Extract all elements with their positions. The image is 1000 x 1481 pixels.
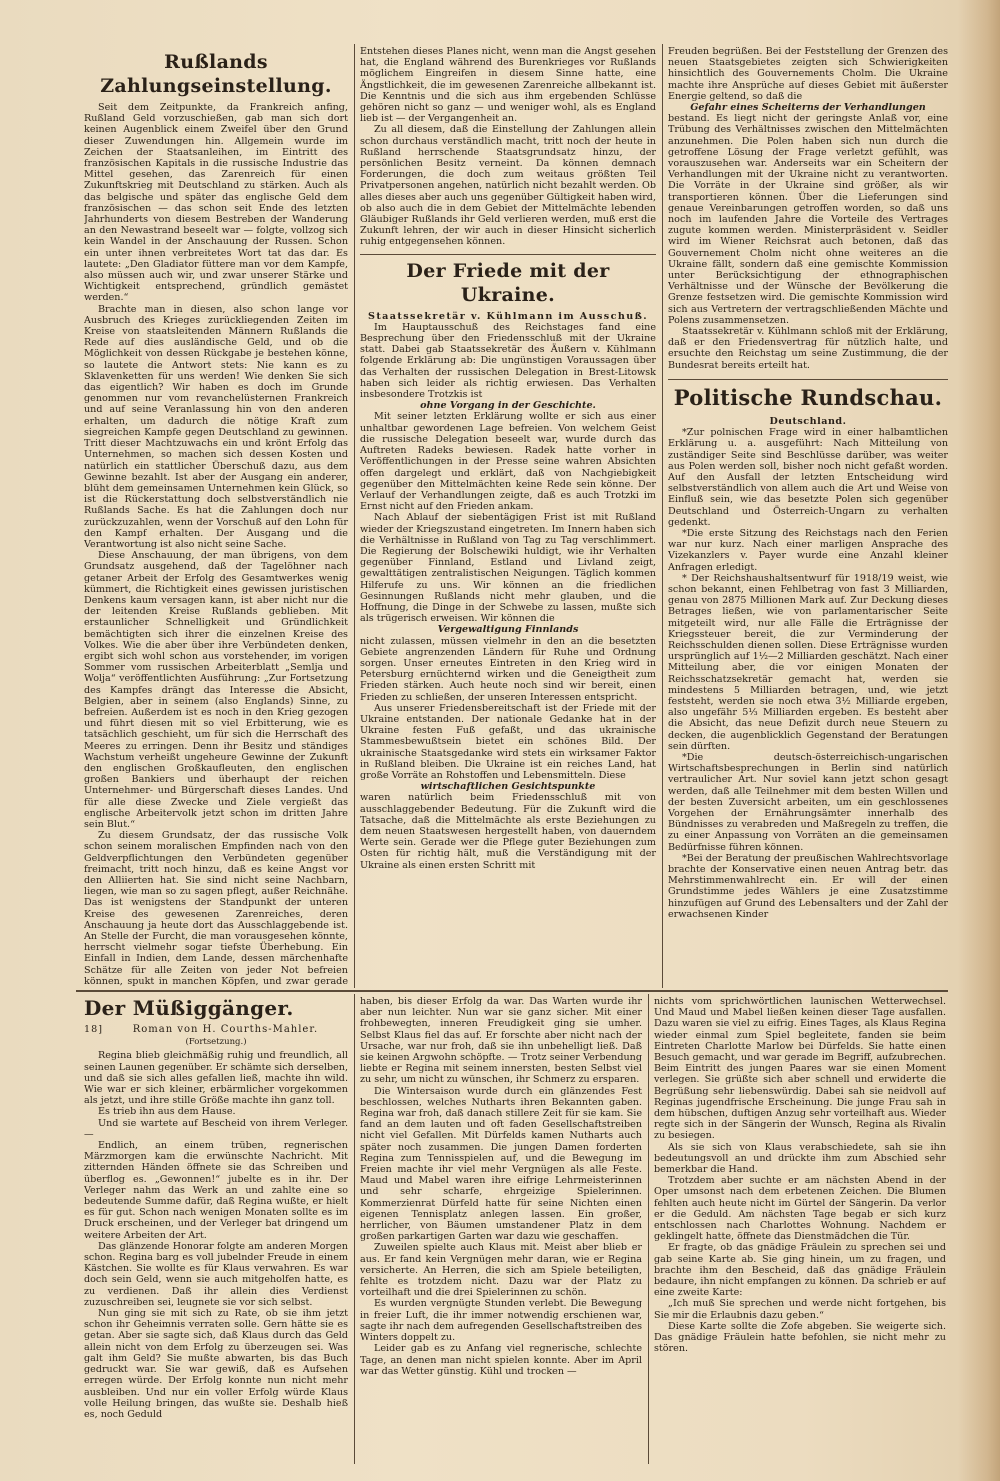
article-paragraph: Freuden begrüßen. Bei der Feststellung der Grenzen des neuen Staatsgebietes zeigten sich Schwierigkeiten hinsichtlich des Gouvernements Cholm. Die Ukraine machte ihre Ansprüche auf dieses Gebiet mit äußerster Energie geltend, so daß die xyxy=(668,46,948,102)
serial-paragraph: „Ich muß Sie sprechen und werde nicht fortgehen, bis Sie mir die Erlaubnis dazu geben.“ xyxy=(654,1298,946,1321)
serial-byline xyxy=(84,1024,348,1035)
serial-rule-2 xyxy=(648,994,649,1464)
section-region: Deutschland. xyxy=(769,415,847,427)
article-separator xyxy=(360,254,656,255)
article-paragraph: Im Hauptausschuß des Reichstages fand eine Besprechung über den Friedensschluß mit der Ukraine statt. Dabei gab Staatssekretär des Äußern v. Kühlmann folgende Erklärung ab: Die ungünstigen Voraussagen über das Verhalten der russischen Delegation in Brest-Litowsk haben sich leider als richtig erwiesen. Das Verhalten insbesondere Trotzkis ist xyxy=(360,321,656,401)
serial-paragraph: Er fragte, ob das gnädige Fräulein zu sprechen sei und gab seine Karte ab. Sie ging hinein, um zu fragen, und brachte ihm den Bescheid, daß das gnädige Fräulein bedaure, ihn nicht empfangen zu können. Da schrieb er auf eine zweite Karte: xyxy=(654,1242,946,1299)
section-heading: wirtschaftlichen Gesichtspunkte xyxy=(420,781,596,793)
serial-paragraph: Die Wintersaison wurde durch ein glänzendes Fest beschlossen, welches Nutharts ihren Bekannten gaben. Regina war froh, daß danach stillere Zeit für sie kam. Sie fand an dem lauten und oft faden Gesellschaftstreiben nicht viel Gefallen. Mit Dürfelds kamen Nutharts auch später noch zusammen. Die jungen Damen forderten Regina zum Tennisspielen auf, und die Bewegung im Freien machte ihr viel mehr Vergnügen als alle Feste. Maud und Mabel waren ihre eifrige Lehrmeisterinnen und sehr scharfe, ehrgeizige Spielerinnen. Kommerzienrat Dürfeld hatte für seine Nichten einen eigenen Tennisplatz anlegen lassen. Ein großer, herrlicher, von Bäumen umstandener Platz in dem großen parkartigen Garten war dazu wie geschaffen. xyxy=(360,1085,642,1243)
serial-column-1 xyxy=(84,996,348,1466)
article-paragraph: Aus unserer Friedensbereitschaft ist der Friede mit der Ukraine entstanden. Der nationale Gedanke hat in der Ukraine festen Fuß gefaßt, und das ukrainische Stammesbewußtsein bietet ein schönes Bild. Der ukrainische Staatsgedanke wird stets ein wirksamer Faktor in Rußland bleiben. Die Ukraine ist ein reiches Land, hat große Vorräte an Rohstoffen und Lebensmitteln. Diese xyxy=(360,702,656,781)
section-heading: Gefahr eines Scheiterns der Verhandlungen xyxy=(690,102,926,114)
column-rule-2 xyxy=(662,44,663,988)
news-item: *Zur polnischen Frage wird in einer halbamtlichen Erklärung u. a. ausgeführt: Nach Mitteilung von zuständiger Seite sind Beschlüsse darüber, was weiter aus Polen werden soll, bisher noch nicht gefaßt worden. Auf den Ausfall der letzten Entscheidung wird selbstverständlich von allem auch die Art und Weise von Einfluß sein, wie das besetzte Polen sich gegenüber Deutschland und Österreich-Ungarn zu verhalten gedenkt. xyxy=(668,427,948,528)
article-title: Politische Rundschau. xyxy=(673,384,943,410)
section-heading: ohne Vorgang in der Geschichte. xyxy=(420,400,596,412)
article-paragraph: Entstehen dieses Planes nicht, wenn man die Angst gesehen hat, die England während des Burenkrieges vor Rußlands möglichem Eingreifen in diesem Sinne hatte, eine Ängstlichkeit, die im gewesenen Zarenreiche allbekannt ist. Die Kenntnis und die sich aus ihm ergebenden Schlüsse gehören nicht so ganz — und weniger wohl, als es England lieb ist — der Vergangenheit an. xyxy=(360,46,656,125)
serial-paragraph: Und sie wartete auf Bescheid von ihrem Verleger. — xyxy=(84,1117,348,1140)
article-title: Der Friede mit der Ukraine. xyxy=(406,259,610,306)
serial-column-2 xyxy=(360,996,642,1466)
serial-author: Roman von H. Courths-Mahler. xyxy=(132,1024,319,1035)
section-heading: Vergewaltigung Finnlands xyxy=(437,624,579,636)
serial-title: Der Müßiggänger. xyxy=(84,996,294,1020)
serial-fortsetzung: (Fortsetzung.) xyxy=(185,1037,247,1048)
article-paragraph: Zu all diesem, daß die Einstellung der Zahlungen allein schon durchaus verständlich macht, tritt noch der heute in Rußland herrschende Staatsgrundsatz hinzu, der persönlichen Besitz verneint. Da können demnach Forderungen, die doch zum weitaus größten Teil Privatpersonen angehen, natürlich nicht bezahlt werden. Ob alles dieses aber auch uns gegenüber Gültigkeit haben wird, ob also auch die in dem Gebiet der Mittelmächte lebenden Gläubiger Rußlands ihr Geld verlieren werden, muß erst die Zukunft lehren, der wir auch in dieser Hinsicht sicherlich ruhig entgegensehen können. xyxy=(360,124,656,248)
article-paragraph: Staatssekretär v. Kühlmann schloß mit der Erklärung, daß er den Friedensvertrag für nützlich halte, und ersuchte den Reichstag um seine Zustimmung, die der Bundesrat bereits erteilt hat. xyxy=(668,326,948,371)
column-two xyxy=(360,46,656,988)
article-paragraph: Nach Ablauf der siebentägigen Frist ist mit Rußland wieder der Kriegszustand eingetreten. Im Innern haben sich die Verhältnisse in Rußland von Tag zu Tag verschlimmert. Die Regierung der Bolschewiki huldigt, wie ihr Verhalten gegenüber Finnland, Estland und Livland zeigt, gewalttätigen zentralistischen Neigungen. Täglich kommen Hilferufe zu uns. Wir können an die friedlichen Gesinnungen Rußlands nicht mehr glauben, und die Hoffnung, die Dinge in der Schwebe zu lassen, mußte sich als trügerisch erweisen. Wir können die xyxy=(360,512,656,625)
serial-paragraph: Das glänzende Honorar folgte am anderen Morgen schon. Regina barg es voll jubelnder Freude in einem Kästchen. Sie wollte es für Klaus verwahren. Es war doch sein Geld, wenn sie auch mitgeholfen hatte, es zu verdienen. Daß ihr allein dies Verdienst zuzuschreiben sei, leugnete sie vor sich selbst. xyxy=(84,1240,348,1308)
news-item: *Die erste Sitzung des Reichstags nach den Ferien war nur kurz. Nach einer marligen Ansprache des Vizekanzlers v. Payer wurde eine Anzahl kleiner Anfragen erledigt. xyxy=(668,527,948,573)
article-russland xyxy=(84,50,348,988)
article-paragraph: Mit seiner letzten Erklärung wollte er sich aus einer unhaltbar gewordenen Lage befreien. Von welchem Geist die russische Delegation beseelt war, wurde durch das Auftreten Radeks bewiesen. Radek hatte vorher in Veröffentlichungen in der Presse seine wahren Absichten offen dargelegt und erklärt, daß von Nachgiebigkeit gegenüber den Mittelmächten keine Rede sein könne. Der Verlauf der Verhandlungen zeigte, daß es auch Trotzki im Ernst nicht auf den Frieden ankam. xyxy=(360,411,656,513)
serial-paragraph: Es wurden vergnügte Stunden verlebt. Die Bewegung in freier Luft, die ihr immer notwendig erschienen war, sagte ihr nach dem aufregenden Gesellschaftstreiben des Winters doppelt zu. xyxy=(360,1298,642,1344)
serial-rule-1 xyxy=(354,994,355,1464)
serial-paragraph: Diese Karte sollte die Zofe abgeben. Sie weigerte sich. Das gnädige Fräulein hatte befohlen, sie nicht mehr zu stören. xyxy=(654,1320,946,1355)
article-title: Rußlands Zahlungseinstellung. xyxy=(100,51,332,97)
serial-number: 18] xyxy=(84,1024,103,1035)
article-paragraph: bestand. Es liegt nicht der geringste Anlaß vor, eine Trübung des Verhältnisses zwischen den Mittelmächten anzunehmen. Die Polen haben sich nun durch die getroffene Lösung der Frage verletzt gefühlt, was vorauszusehen war. Anderseits war ein Scheitern der Verhandlungen mit der Ukraine nicht zu verantworten. Die Vorräte in der Ukraine sind größer, als wir transportieren können. Über die Lieferungen sind genaue Vereinbarungen getroffen worden, so daß uns noch im laufenden Jahre die Vorteile des Vertrages zugute kommen werden. Ministerpräsident v. Seidler wird im Wiener Reichsrat auch betonen, daß das Gouvernement Cholm nicht ohne weiteres an die Ukraine fällt, sondern daß eine gemischte Kommission unter Berücksichtigung der ethnographischen Verhältnisse und der Wünsche der Bevölkerung die Grenze festsetzen wird. Die gemischte Kommission wird sich aus Vertretern der vertragschließenden Mächte und Polens zusammensetzen. xyxy=(668,113,948,326)
article-paragraph: Seit dem Zeitpunkte, da Frankreich anfing, Rußland Geld vorzuschießen, gab man sich dort keinen Augenblick einem Zweifel über den Grund dieser Zuwendungen hin. Allgemein wurde im Zeichen der Staatsanleihen, im Eintritt des französischen Kapitals in die russische Industrie das Mittel gesehen, das Zarenreich für einen Zukunftskrieg mit Deutschland zu stärken. Auch als das belgische und später das englische Geld dem französischen — das schon seit Ende des letzten Jahrhunderts von diesem Bestreben der Wanderung an den Newastrand beseelt war — folgte, vollzog sich kein Wandel in der Anschauung der Russen. Schon ein unter ihnen verbreitetes Wort tat das dar. Es lautete: „Den Gladiator füttere man vor dem Kampfe, also müssen auch wir, und zwar unserer Stärke und Wichtigkeit entsprechend, gründlich gemästet werden.“ xyxy=(84,102,348,304)
serial-paragraph: Es trieb ihn aus dem Hause. xyxy=(98,1106,236,1118)
article-subtitle: Staatssekretär v. Kühlmann im Ausschuß. xyxy=(367,310,649,322)
column-rule-1 xyxy=(354,44,355,988)
article-paragraph: Brachte man in diesen, also schon lange vor Ausbruch des Krieges zurückliegenden Zeiten im Kreise von staatsleitenden Männern Rußlands die Rede auf dies ausländische Geld, und ob die Möglichkeit von dessen Rückgabe je bestehen könne, so lautete die Antwort stets: Nie kann es zu Sklavenketten für uns werden! Wie denken Sie sich das eigentlich? Wir haben es doch im Grunde genommen nur vom revanchelüsternen Frankreich und auf seine Veranlassung hin von den anderen erhalten, um dadurch die nötige Kraft zum siegreichen Kampfe gegen Deutschland zu gewinnen. Tritt dieser Machtzuwachs ein und krönt Erfolg das Unternehmen, so machen sich dessen Kosten und natürlich ein stattlicher Überschuß dazu, aus dem Gewinne bezahlt. Ist aber der Ausgang ein anderer, blüht dem gemeinsamen Unternehmen kein Glück, so ist die Rückerstattung doch selbstverständlich nie Rußlands Sache. Es hat die Zahlungen doch nur zurückzuzahlen, wenn der Vorschuß auf den Lohn für den Kampf erhalten. Der Ausgang und die Verantwortung ist also nicht seine Sache. xyxy=(84,303,348,550)
news-item: *Bei der Beratung der preußischen Wahlrechtsvorlage brachte der Konservative einen neuen Antrag betr. das Mehrstimmenwahlrecht ein. Er will der einen Grundstimme jedes Wählers je eine Zusatzstimme hinzufügen auf Grund des Lebensalters und der Zahl der erwachsenen Kinder xyxy=(668,852,948,920)
serial-paragraph: Leider gab es zu Anfang viel regnerische, schlechte Tage, an denen man nicht spielen konnte. Aber im April war das Wetter günstig. Kühl und trocken — xyxy=(360,1343,642,1377)
page-edge-shadow xyxy=(958,0,1000,1481)
serial-paragraph: Als sie sich von Klaus verabschiedete, sah sie ihn bedeutungsvoll an und drückte ihm zum Abschied sehr bemerkbar die Hand. xyxy=(654,1141,946,1176)
article-paragraph: waren natürlich beim Friedensschluß mit von ausschlaggebender Bedeutung. Für die Zukunft wird die Tatsache, daß die Mittelmächte als erste Beziehungen zu dem neuen Staatswesen hergestellt haben, von dauerndem Werte sein. Gerade wer die Pflege guter Beziehungen zum Osten für richtig hält, muß die Verständigung mit der Ukraine als einen ersten Schritt mit xyxy=(360,792,656,871)
news-item: * Der Reichshaushaltsentwurf für 1918/19 weist, wie schon bekannt, einen Fehlbetrag von fast 3 Milliarden, genau von 2875 Millionen Mark auf. Zur Deckung dieses Betrages ließen, wie von parlamentarischer Seite mitgeteilt wird, nur alle Fälle die Erträgnisse der Kriegssteuer bereit, die zur Verminderung der Reichsschulden dienen sollen. Diese Erträgnisse wurden ursprünglich auf 1½—2 Milliarden geschätzt. Nach einer Mitteilung aber, die vor einigen Monaten der Reichsschatzsekretär gemacht hat, werden sie mindestens 5 Milliarden betragen, und, wie jetzt feststeht, werden sie noch etwa 3½ Milliarde ergeben, also ungefähr 5⅓ Milliarden ergeben. Es besteht aber die Absicht, das neue Defizit durch neue Steuern zu decken, die augenblicklich Gegenstand der Beratungen sein dürften. xyxy=(668,572,948,752)
serial-paragraph: Regina blieb gleichmäßig ruhig und freundlich, all seinen Launen gegenüber. Er schämte sich derselben, und daß sie sich alles gefallen ließ, machte ihn wild. Wie war er sich kleiner, erbärmlicher vorgekommen als jetzt, und ihre stille Größe machte ihn ganz toll. xyxy=(84,1050,348,1107)
article-paragraph: Zu diesem Grundsatz, der das russische Volk schon seinem moralischen Empfinden nach von den Geldverpflichtungen den Verbündeten gegenüber freimacht, tritt noch hinzu, daß es keine Angst vor den Alliierten hat. Sie sind nicht seine Nachbarn, liegen, wie man so zu sagen pflegt, außer Reichnähe. Das ist wenigstens der Standpunkt der unteren Kreise des gewesenen Zarenreiches, deren Anschauung ja heute dort das Ausschlaggebende ist. An Stelle der Furcht, die man vorausgesehen könnte, herrscht vielmehr sogar tiefste Überhebung. Ein Einfall in Indien, dem Lande, dessen märchenhafte Schätze für alle Zeiten von jeder Not befreien können, spukt in manchen Köpfen, und zwar gerade xyxy=(84,830,348,987)
serial-divider xyxy=(76,990,948,992)
column-three xyxy=(668,46,948,988)
article-paragraph: nicht zulassen, müssen vielmehr in den an die besetzten Gebiete angrenzenden Ländern für Ruhe und Ordnung sorgen. Unser erneutes Eintreten in den Krieg wird in Petersburg ernüchternd wirken und die Geneigtheit zum Frieden stärken. Auch heute noch sind wir bereit, einen Frieden zu schließen, der unseren Interessen entspricht. xyxy=(360,635,656,703)
serial-paragraph: haben, bis dieser Erfolg da war. Das Warten wurde ihr aber nun leichter. Nun war sie ganz sicher. Mit einer frohbewegten, inneren Freudigkeit ging sie umher. Selbst Klaus fiel das auf. Er forschte aber nicht nach der Ursache, war nur froh, daß sie ihn unbehelligt ließ. Daß sie keinen Argwohn schöpfte. — Trotz seiner Verbendung liebte er Regina mit seinem innersten, besten Selbst viel zu sehr, um nicht zu wünschen, ihr Schmerz zu ersparen. xyxy=(360,996,642,1086)
serial-paragraph: Nun ging sie mit sich zu Rate, ob sie ihm jetzt schon ihr Geheimnis verraten solle. Gern hätte sie es getan. Aber sie sagte sich, daß Klaus durch das Geld allein nicht von dem Erfolg zu überzeugen sei. Was galt ihm Geld? Sie mußte abwarten, bis das Buch gedruckt war. Sie war gewiß, daß es Aufsehen erregen würde. Der Erfolg konnte nun nicht mehr ausbleiben. Und nur ein voller Erfolg würde Klaus volle Heilung bringen, das wußte sie. Deshalb hieß es, noch Geduld xyxy=(84,1308,348,1420)
article-paragraph: Diese Anschauung, der man übrigens, von dem Grundsatz ausgehend, daß der Tagelöhner nach getaner Arbeit der Erfolg des Gesamtwerkes wenig kümmert, die Richtigkeit eines gewissen juristischen Denkens kaum versagen kann, ist aber nicht nur die der leitenden Kreise Rußlands geblieben. Mit erstaunlicher Schnelligkeit und Gründlichkeit bemächtigten sich ihrer die einzelnen Kreise des Volkes. Wie die aber über ihre Verbündeten denken, ergibt sich wohl schon aus vorstehender, im vorigen Sommer vom russischen Arbeiterblatt „Semlja und Wolja“ veröffentlichten Ausführung: „Zur Fortsetzung des Kampfes drängt das Interesse die Absicht, Belgien, aber in seinem (also Englands) Sinne, zu befreien. Außerdem ist es noch in den Krieg gezogen und führt diesen mit so viel Erbitterung, wie es tatsächlich geschieht, um für sich die Herrschaft des Meeres zu erringen. Denn ihr Besitz und ständiges Wachstum verheißt ungeheure Gewinne der Zukunft den englischen Großkaufleuten, den englischen großen Bankiers und überhaupt der reichen Unternehmer- und Bürgerschaft dieses Landes. Und für alle diese Zwecke und Ziele vergießt das englische Arbeitervolk jetzt schon im dritten Jahre sein Blut.“ xyxy=(84,550,348,830)
serial-paragraph: Endlich, an einem trüben, regnerischen Märzmorgen kam die erwünschte Nachricht. Mit zitternden Händen öffnete sie das Schreiben und überflog es. „Gewonnen!“ jubelte es in ihr. Der Verleger nahm das Werk an und zahlte eine so bedeutende Summe dafür, daß Regina wußte, er hielt es für gut. Schon nach wenigen Monaten sollte es im Druck erscheinen, und der Verleger bat dringend um weitere Arbeiten der Art. xyxy=(84,1140,348,1241)
serial-paragraph: nichts vom sprichwörtlichen launischen Wetterwechsel. Und Maud und Mabel ließen keinen dieser Tage ausfallen. Dazu waren sie viel zu eifrig. Eines Tages, als Klaus Regina wieder einmal zum Spiel begleitete, fanden sie beim Eintreten Charlotte Marlow bei Dürfelds. Sie hatte einen Besuch gemacht, und war gerade im Begriff, aufzubrechen. Beim Eintritt des jungen Paares war sie einen Moment verlegen. Sie grüßte sich aber schnell und erwiderte die Begrüßung sehr liebenswürdig. Dabei sah sie neidvoll auf Reginas jugendfrische Erscheinung. Die junge Frau sah in dem hübschen, duftigen Anzug sehr vorteilhaft aus. Wieder regte sich in der Sängerin der Wunsch, Regina als Rivalin zu besiegen. xyxy=(654,996,946,1142)
serial-paragraph: Zuweilen spielte auch Klaus mit. Meist aber blieb er aus. Er fand kein Vergnügen mehr daran, wie er Regina versicherte. An Herren, die sich am Spiele beteiligten, fehlte es trotzdem nicht. Dazu war der Platz zu vorteilhaft und die drei Spielerinnen zu schön. xyxy=(360,1242,642,1299)
news-item: *Die deutsch-österreichisch-ungarischen Wirtschaftsbesprechungen in Berlin sind natürlich vertraulicher Art. Nur soviel kann jetzt schon gesagt werden, daß alle Teilnehmer mit dem besten Willen und der besten Zuversicht arbeiten, um ein geschlossenes Vorgehen der Ernährungsämter innerhalb des Bündnisses zu verabreden und Maßregeln zu treffen, die zu einer Anpassung von Vorräten an die gemeinsamen Bedürfnisse führen können. xyxy=(668,751,948,853)
article-separator xyxy=(668,379,948,380)
serial-paragraph: Trotzdem aber suchte er am nächsten Abend in der Oper umsonst nach dem erbetenen Zeichen. Die Blumen fehlten auch heute nicht im Gürtel der Sängerin. Da verlor er die Geduld. Am nächsten Tage begab er sich kurz entschlossen nach Charlottes Wohnung. Nachdem er geklingelt hatte, öffnete das Dienstmädchen die Tür. xyxy=(654,1175,946,1243)
serial-column-3 xyxy=(654,996,946,1466)
